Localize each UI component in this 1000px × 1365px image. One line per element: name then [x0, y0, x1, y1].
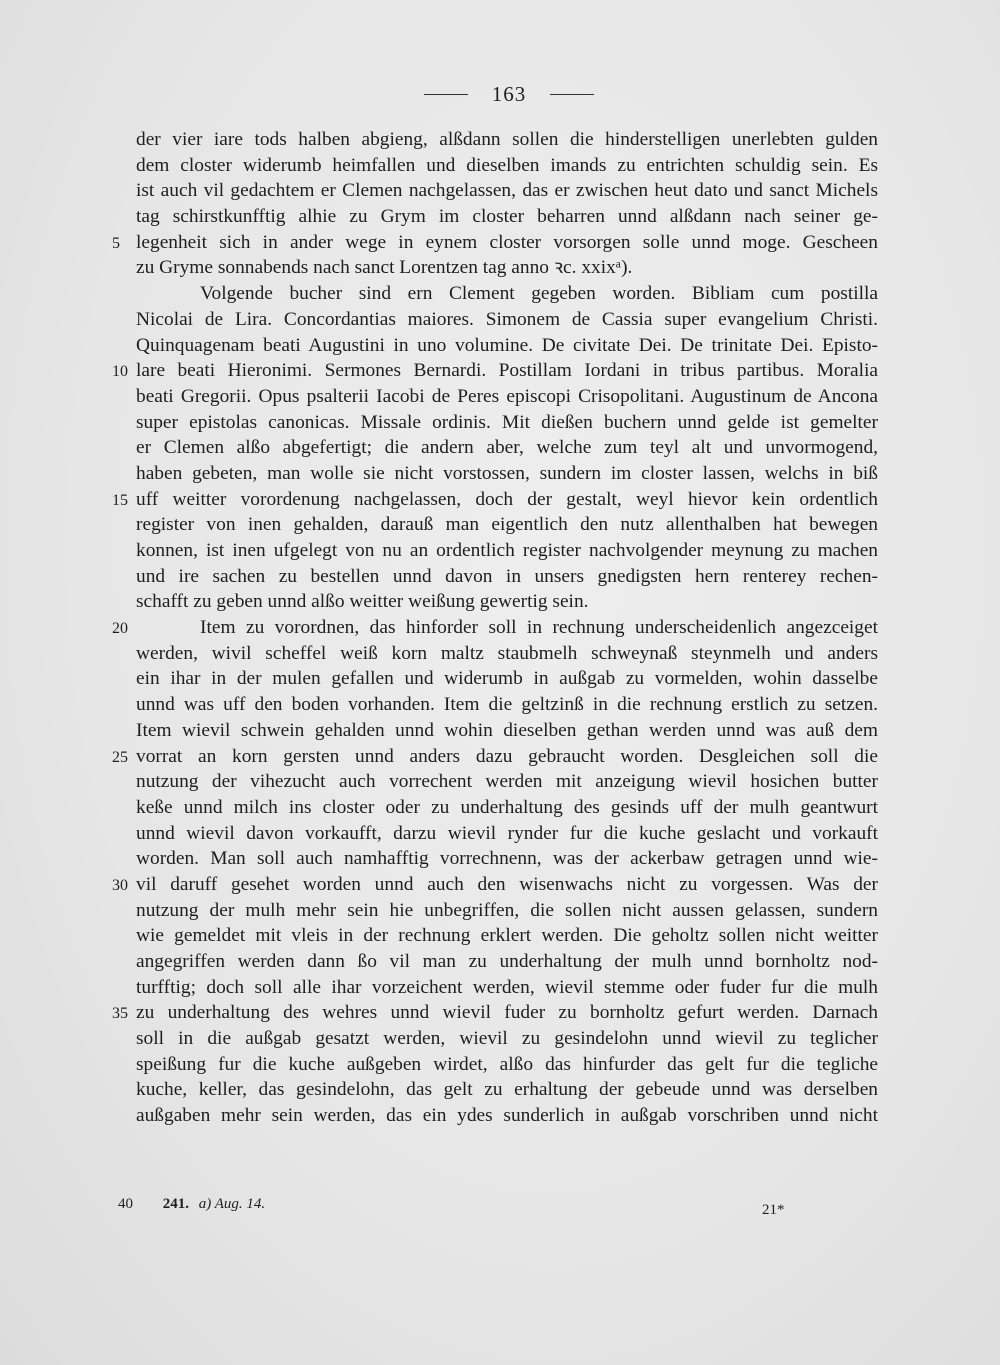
text-line [136, 666, 878, 692]
header-rule-right [550, 94, 594, 95]
text-line [136, 538, 878, 564]
text-line [112, 872, 878, 898]
line-text: der vier iare tods halben abgieng, alßdann sollen die hinderstelligen unerlebten gulden [136, 129, 878, 150]
text-line [136, 589, 878, 615]
page-header [0, 82, 1000, 112]
line-text: unnd was uff den boden vorhanden. Item die geltzinß in die rechnung erstlich zu setzen. [136, 694, 878, 716]
main-text [112, 127, 878, 1129]
line-text: soll in die außgab gesatzt werden, wievil zu gesindelohn unnd wievil zu teglicher [136, 1028, 878, 1050]
text-line [136, 461, 878, 487]
text-line [136, 795, 878, 821]
line-text: tag schirstkunfftig alhie zu Grym im closter beharren unnd alßdann nach seiner ge- [136, 206, 878, 228]
line-text: uff weitter vorordenung nachgelassen, doch der gestalt, weyl hievor kein ordentlich [136, 488, 878, 510]
line-text: Item zu vorordnen, das hinforder soll in rechnung underscheidenlich angezceiget [200, 617, 878, 639]
text-line [136, 564, 878, 590]
line-text: beati Gregorii. Opus psalterii Iacobi de Peres episcopi Crisopolitani. Augustinum de Ancona [136, 385, 878, 407]
line-text: schafft zu geben unnd alßo weitter weißung gewertig sein. [136, 591, 589, 613]
footnote [118, 1196, 265, 1213]
line-text: wie gemeldet mit vleis in der rechnung erklert werden. Die geholtz sollen nicht weitter [136, 925, 878, 947]
line-number: 25 [112, 748, 128, 766]
line-text: legenheit sich in ander wege in eynem closter vorsorgen solle unnd moge. Gescheen [136, 231, 878, 253]
text-line [136, 410, 878, 436]
line-number: 10 [112, 363, 128, 381]
line-text: haben gebeten, man wolle sie nicht vorstossen, sundern im closter lassen, welchs in biß [136, 462, 878, 484]
text-line [136, 178, 878, 204]
line-number: 15 [112, 491, 128, 509]
line-text: zu Gryme sonnabends nach sanct Lorentzen tag anno ꝛc. xxixᵃ). [136, 257, 633, 279]
line-number: 20 [112, 620, 128, 638]
text-line [136, 333, 878, 359]
header-rule-left [424, 94, 468, 95]
text-line [136, 204, 878, 230]
line-text: Volgende bucher sind ern Clement gegeben worden. Bibliam cum postilla [200, 283, 878, 305]
line-number: 35 [112, 1005, 128, 1023]
line-text: nutzung der mulh mehr sein hie unbegriffen, die sollen nicht aussen gelassen, sundern [136, 899, 878, 921]
line-text: super epistolas canonicas. Missale ordinis. Mit dießen buchern unnd gelde ist gemelter [136, 411, 878, 433]
footnote-line-number: 40 [118, 1196, 133, 1212]
text-line [136, 127, 878, 153]
line-text: lare beati Hieronimi. Sermones Bernardi. Postillam Iordani in tribus partibus. Moralia [136, 360, 878, 382]
text-line [136, 1077, 878, 1103]
line-text: turfftig; doch soll alle ihar vorzeichent werden, wievil stemme oder fuder fur die mulh [136, 976, 878, 998]
text-line [136, 769, 878, 795]
line-text: er Clemen alßo abgefertigt; die andern aber, welche zum teyl alt und unvormogend, [136, 437, 878, 459]
text-line [136, 1103, 878, 1129]
text-line [136, 384, 878, 410]
text-line [136, 949, 878, 975]
line-text: keße unnd milch ins closter oder zu underhaltung des gesinds uff der mulh geantwurt [136, 796, 878, 818]
text-line [112, 358, 878, 384]
line-text: Quinquagenam beati Augustini in uno volumine. De civitate Dei. De trinitate Dei. Episto- [136, 334, 878, 356]
line-text: speißung fur die kuche außgeben wirdet, alßo das hinfurder das gelt fur die tegliche [136, 1053, 878, 1075]
text-line [136, 1052, 878, 1078]
line-number: 5 [112, 234, 120, 252]
line-text: und ire sachen zu bestellen unnd davon in unsers gnedigsten hern renterey rechen- [136, 565, 878, 587]
text-line [136, 692, 878, 718]
text-line [136, 846, 878, 872]
line-text: vil daruff gesehet worden unnd auch den wisenwachs nicht zu vorgessen. Was der [136, 873, 878, 895]
line-text: außgaben mehr sein werden, das ein ydes sunderlich in außgab vorschriben unnd nicht [136, 1105, 878, 1127]
line-text: dem closter widerumb heimfallen und dieselben imands zu entrichten schuldig sein. Es [136, 154, 878, 176]
text-line [136, 821, 878, 847]
text-line [136, 718, 878, 744]
line-text: Nicolai de Lira. Concordantias maiores. Simonem de Cassia super evangelium Christi. [136, 308, 878, 330]
signature-mark: 21* [762, 1202, 785, 1218]
line-text: kuche, keller, das gesindelohn, das gelt zu erhaltung der gebeude unnd was derselben [136, 1079, 878, 1101]
line-text: zu underhaltung des wehres unnd wievil fuder zu bornholtz gefurt werden. Darnach [136, 1002, 878, 1024]
text-line [112, 230, 878, 256]
text-line [112, 1000, 878, 1026]
line-text: ist auch vil gedachtem er Clemen nachgelassen, das er zwischen heut dato und sanct Michels [136, 180, 878, 202]
line-text: ein ihar in der mulen gefallen und widerumb in außgab zu vormelden, wohin dasselbe [136, 668, 878, 690]
text-line [136, 255, 878, 281]
line-text: worden. Man soll auch namhafftig vorrechnenn, was der ackerbaw getragen unnd wie- [136, 848, 878, 870]
text-line [112, 615, 878, 641]
line-text: werden, wivil scheffel weiß korn maltz staubmelh schweynaß steynmelh und anders [136, 642, 878, 664]
text-line [136, 641, 878, 667]
text-line [136, 975, 878, 1001]
text-line [136, 281, 878, 307]
line-text: unnd wievil davon vorkaufft, darzu wievil rynder fur die kuche geslacht und vorkauft [136, 822, 878, 844]
text-line [136, 153, 878, 179]
footnote-text: a) Aug. 14. [198, 1196, 266, 1212]
line-text: register von inen gehalden, darauß man eigentlich den nutz allenthalben hat bewegen [136, 514, 878, 536]
line-text: vorrat an korn gersten unnd anders dazu gebraucht worden. Desgleichen soll die [136, 745, 878, 767]
line-number: 30 [112, 876, 128, 894]
text-line [136, 1026, 878, 1052]
text-line [136, 898, 878, 924]
text-line [136, 512, 878, 538]
text-line [136, 307, 878, 333]
page-number: 163 [491, 82, 527, 106]
text-line [136, 923, 878, 949]
footnote-reference: 241. [162, 1196, 189, 1212]
line-text: konnen, ist inen ufgelegt von nu an ordentlich register nachvolgender meynung zu machen [136, 540, 878, 561]
text-line [112, 487, 878, 513]
line-text: nutzung der vihezucht auch vorrechent werden mit anzeigung wievil hosichen butter [136, 771, 878, 793]
text-line [112, 744, 878, 770]
line-text: angegriffen werden dann ßo vil man zu underhaltung der mulh unnd bornholtz nod- [136, 951, 878, 972]
text-line [136, 435, 878, 461]
line-text: Item wievil schwein gehalden unnd wohin dieselben gethan werden unnd was auß dem [136, 719, 878, 741]
